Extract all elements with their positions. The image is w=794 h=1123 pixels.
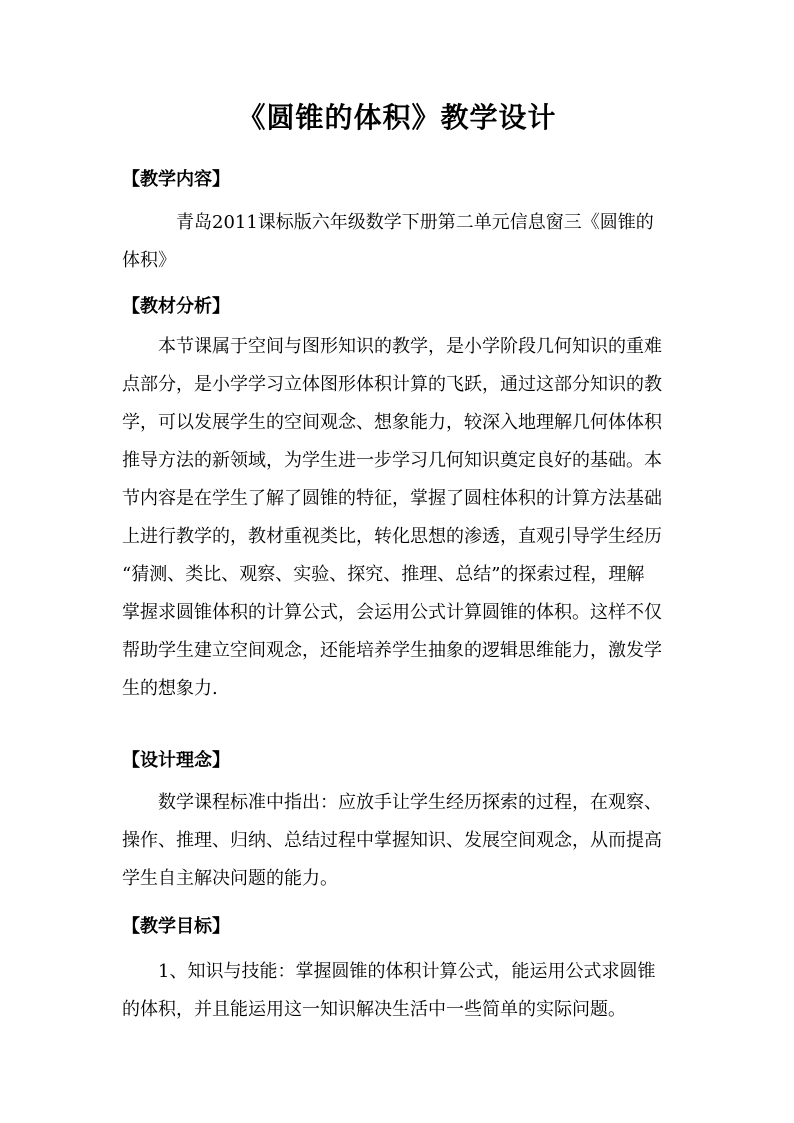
text-line: “猜测、类比、观察、实验、探究、推理、总结”的探索过程，理解: [122, 564, 645, 585]
text-line: 本节课属于空间与图形知识的教学，是小学阶段几何知识的重难: [158, 336, 662, 357]
section-body-analysis: [122, 328, 682, 708]
text-line: 掌握求圆锥体积的计算公式，会运用公式计算圆锥的体积。这样不仅: [122, 602, 662, 623]
text-line: 点部分，是小学学习立体图形体积计算的飞跃，通过这部分知识的教: [122, 374, 662, 395]
text-line: 学，可以发展学生的空间观念、想象能力，较深入地理解几何体体积: [122, 412, 662, 433]
section-heading-content: 【教学内容】: [122, 169, 230, 190]
section-heading-analysis: 【教材分析】: [122, 296, 230, 317]
text-line: 节内容是在学生了解了圆锥的特征，掌握了圆柱体积的计算方法基础: [122, 488, 662, 509]
text-line: 推导方法的新领域，为学生进一步学习几何知识奠定良好的基础。本: [122, 450, 662, 471]
text-line: 数学课程标准中指出：应放手让学生经历探索的过程，在观察、: [158, 792, 662, 813]
section-heading-goals: 【教学目标】: [122, 916, 230, 937]
text-line: 上进行教学的，教材重视类比，转化思想的渗透，直观引导学生经历: [122, 526, 662, 547]
text-line: 体积》: [122, 250, 176, 271]
text-line: 学生自主解决问题的能力。: [122, 868, 338, 889]
text-line: 1、知识与技能：掌握圆锥的体积计算公式，能运用公式求圆锥: [158, 961, 656, 982]
section-body-content: [122, 204, 682, 280]
text-line: 生的想象力.: [122, 678, 218, 699]
text-line: 帮助学生建立空间观念，还能培养学生抽象的逻辑思维能力，激发学: [122, 640, 662, 661]
text-line: 青岛2011课标版六年级数学下册第二单元信息窗三《圆锥的: [176, 212, 654, 233]
text-line: 的体积，并且能运用这一知识解决生活中一些简单的实际问题。: [122, 999, 626, 1020]
section-body-goals: [122, 953, 682, 1029]
document-title: 《圆锥的体积》教学设计: [237, 101, 557, 134]
section-heading-concept: 【设计理念】: [122, 750, 230, 771]
section-body-concept: [122, 784, 682, 898]
text-line: 操作、推理、归纳、总结过程中掌握知识、发展空间观念，从而提高: [122, 830, 662, 851]
